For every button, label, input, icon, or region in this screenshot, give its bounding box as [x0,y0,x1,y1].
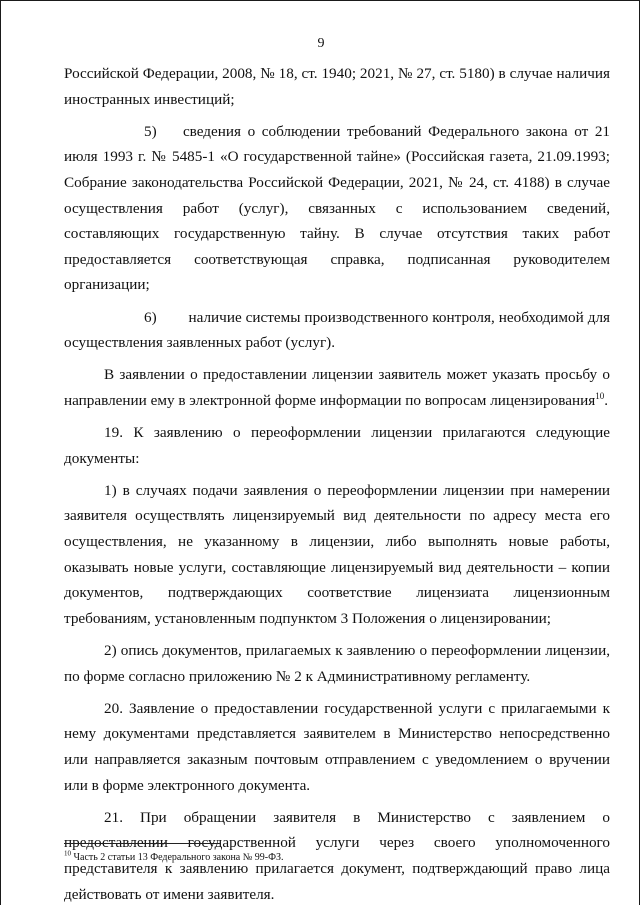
paragraph-section-19-item-1 [64,478,610,632]
paragraph-section-20 [64,696,610,798]
paragraph-continuation [64,61,610,112]
paragraph-text: наличие системы производственного контроля, необходимой для осуществления заявленных работ (услуг). [64,308,611,352]
paragraph-item-6 [64,305,610,356]
paragraph-text: 2) опись документов, прилагаемых к заявлению о переоформлении лицензии, по форме согласно приложению № 2 к Административному регламенту. [64,642,610,685]
paragraph-text: 21. При обращении заявителя в Министерство с заявлением о предоставлении государственной услуги через своего уполномоченного представителя к заявлению прилагается документ, подтверждающий право лица действовать от имени заявителя. [64,808,610,903]
paragraph-section-19 [64,420,610,471]
item-number: 6) [144,308,157,326]
paragraph-text: 20. Заявление о предоставлении государственной услуги с прилагаемыми к нему документами представляется заявителем в Министерство непосредственно или направляется заказным почтовым отправлением с уведомлением о вручении или в форме электронного документа. [64,699,610,794]
paragraph-section-19-item-2 [64,638,610,689]
paragraph-text: В заявлении о предоставлении лицензии заявитель может указать просьбу о направлении ему в электронной форме информации по вопросам лицензирования [64,366,610,409]
paragraph-electronic-form [64,362,610,413]
footnote-divider [64,843,220,844]
footnote-reference: 10 [595,390,605,401]
item-number: 5) [144,122,157,140]
paragraph-text: 19. К заявлению о переоформлении лицензии прилагаются следующие документы: [64,424,610,467]
page-number: 9 [317,36,325,51]
paragraph-text: сведения о соблюдении требований Федерального закона от 21 июля 1993 г. № 5485-1 «О государственной тайне» (Российская газета, 21.09.1993; Собрание законодательства Российской Федерации, 2021, № 24, ст. 4188) в случае осуществления работ (услуг), связанных с использованием сведений, составляющих государственную тайну. В случае отсутствия таких работ предоставляется соответствующая справка, подписанная руководителем организации; [64,122,611,294]
footnote [64,851,610,865]
footnote-marker: 10 [64,849,71,858]
paragraph-text-end: . [604,391,608,409]
footnote-text: Часть 2 статьи 13 Федерального закона № 99-ФЗ. [71,852,284,863]
paragraph-text: 1) в случаях подачи заявления о переоформлении лицензии при намерении заявителя осуществлять лицензируемый вид деятельности по адресу места его осуществления, не указанному в лицензии, либо выполнять новые работы, оказывать новые услуги, составляющие лицензируемый вид деятельности – копии документов, подтверждающих соответствие лицензиата лицензионным требованиям, установленным подпунктом 3 Положения о лицензировании; [64,481,610,627]
paragraph-text: Российской Федерации, 2008, № 18, ст. 1940; 2021, № 27, ст. 5180) в случае наличия иностранных инвестиций; [64,65,610,108]
paragraph-item-5 [64,119,610,298]
document-body [64,61,610,914]
